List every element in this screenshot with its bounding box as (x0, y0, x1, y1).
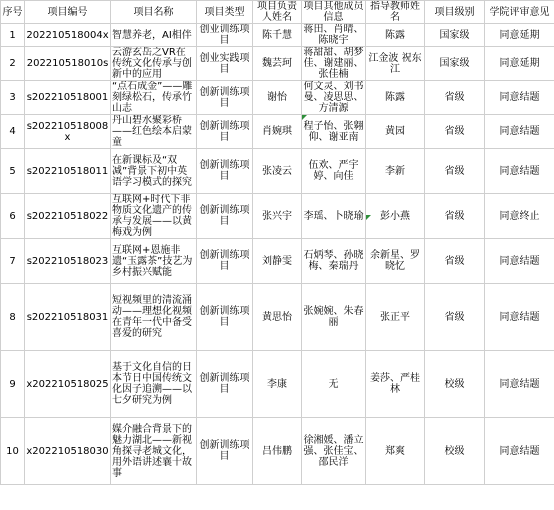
cell-leader[interactable]: 魏芸珂 (253, 47, 302, 81)
cell-advisor[interactable]: 姜莎、严桂林 (366, 351, 425, 418)
cell-members[interactable]: 石炳琴、孙晓梅、秦瑞丹 (302, 239, 366, 284)
header-cell-advisor[interactable]: 指导教师姓名 (366, 1, 425, 24)
cell-project-id[interactable]: x202210518030 (25, 418, 111, 485)
cell-index[interactable]: 7 (1, 239, 25, 284)
cell-members[interactable]: 蒋甜甜、胡梦佳、谢建丽、张佳楠 (303, 47, 364, 80)
cell-project-type[interactable]: 创新训练项目 (197, 418, 253, 485)
cell-project-name[interactable]: “点石成金”——雕刻绿松石，传承竹山志 (111, 81, 197, 115)
cell-level[interactable]: 省级 (425, 149, 485, 194)
cell-project-type[interactable]: 创业实践项目 (197, 47, 253, 81)
cell-leader[interactable]: 张兴宇 (253, 194, 302, 239)
cell-project-type[interactable]: 创新训练项目 (197, 284, 253, 351)
cell-advisor[interactable]: 江金波 祝东江 (366, 47, 425, 81)
cell-members[interactable]: 何文灵、刘书曼、凌思思、方清源 (303, 81, 364, 114)
cell-level[interactable]: 省级 (425, 239, 485, 284)
cell-project-id[interactable]: s202210518001 (25, 81, 111, 115)
cell-leader[interactable]: 李康 (253, 351, 302, 418)
cell-project-name[interactable]: 短视频里的清流涌动——理想化视频在青年一代中备受喜爱的研究 (111, 284, 197, 351)
cell-level[interactable]: 省级 (425, 284, 485, 351)
cell-review[interactable]: 同意结题 (485, 239, 554, 284)
header-cell-index[interactable]: 序号 (1, 1, 25, 24)
cell-project-type[interactable]: 创新训练项目 (197, 239, 253, 284)
cell-project-id[interactable]: s202210518022 (25, 194, 111, 239)
table-row (1, 47, 554, 81)
table-row (1, 194, 554, 239)
cell-level[interactable]: 国家级 (425, 47, 485, 81)
header-cell-project-name[interactable]: 项目名称 (111, 1, 197, 24)
cell-leader[interactable]: 肖婉琪 (253, 115, 302, 149)
header-cell-members[interactable]: 项目其他成员信息 (303, 1, 364, 23)
cell-advisor[interactable]: 彭小燕 (366, 194, 425, 239)
cell-leader[interactable]: 吕伟鹏 (253, 418, 302, 485)
cell-members[interactable]: 伍欢、严宇婷、向佳 (302, 149, 366, 194)
cell-level[interactable]: 校级 (425, 351, 485, 418)
cell-advisor[interactable]: 余新星、罗晓忆 (366, 239, 425, 284)
header-cell-leader[interactable]: 项目负责人姓名 (253, 1, 302, 24)
cell-leader[interactable]: 黄思怡 (253, 284, 302, 351)
cell-project-type[interactable]: 创新训练项目 (197, 115, 253, 149)
header-cell-review[interactable]: 学院评审意见 (485, 1, 554, 24)
cell-index[interactable]: 10 (1, 418, 25, 485)
cell-project-name[interactable]: 互联网+恩施非遗“玉露茶”技艺为乡村振兴赋能 (111, 239, 197, 284)
cell-members[interactable]: 蒋田、肖晴、陈晓宇 (303, 24, 364, 46)
cell-project-id[interactable]: s202210518011 (25, 149, 111, 194)
cell-index[interactable]: 6 (1, 194, 25, 239)
table-row (1, 81, 554, 115)
cell-level[interactable]: 省级 (425, 81, 485, 115)
cell-leader[interactable]: 张凌云 (253, 149, 302, 194)
cell-review[interactable]: 同意延期 (485, 24, 554, 47)
table-row (1, 284, 554, 351)
table-row (1, 24, 554, 47)
table-row (1, 351, 554, 418)
cell-leader[interactable]: 谢怡 (253, 81, 302, 115)
cell-index[interactable]: 3 (1, 81, 25, 115)
table-row (1, 239, 554, 284)
cell-members[interactable]: 徐湘媛、潘立强、张佳宝、邵民洋 (302, 418, 366, 485)
cell-advisor[interactable]: 陈露 (366, 24, 425, 47)
cell-project-name[interactable]: 云游玄岳之VR在传统文化传承与创新中的应用 (111, 47, 197, 81)
comment-indicator-icon[interactable] (366, 215, 371, 220)
cell-project-name[interactable]: 丹山碧水聚彩桥——红色绘本启蒙童 (111, 115, 197, 149)
cell-index[interactable]: 8 (1, 284, 25, 351)
table-row (1, 115, 554, 149)
cell-review[interactable]: 同意结题 (485, 284, 554, 351)
table-row (1, 149, 554, 194)
cell-level[interactable]: 国家级 (425, 24, 485, 47)
cell-leader[interactable]: 陈千慧 (253, 24, 302, 47)
cell-review[interactable]: 同意结题 (485, 149, 554, 194)
cell-project-id[interactable]: 202210518004x (25, 24, 111, 47)
cell-project-name[interactable]: 互联网+时代下非物质文化遗产的传承与发展——以黄梅戏为例 (111, 194, 197, 239)
cell-index[interactable]: 2 (1, 47, 25, 81)
cell-project-type[interactable]: 创新训练项目 (197, 81, 253, 115)
cell-project-type[interactable]: 创新训练项目 (197, 194, 253, 239)
cell-project-id[interactable]: s202210518023 (25, 239, 111, 284)
cell-advisor[interactable]: 陈露 (366, 81, 425, 115)
cell-index[interactable]: 1 (1, 24, 25, 47)
header-cell-project-type[interactable]: 项目类型 (197, 1, 253, 24)
cell-advisor[interactable]: 张正平 (366, 284, 425, 351)
cell-index[interactable]: 4 (1, 115, 25, 149)
cell-advisor[interactable]: 黄园 (366, 115, 425, 149)
cell-review[interactable]: 同意结题 (485, 351, 554, 418)
cell-members[interactable]: 李瑶、卜晓瑜 (302, 194, 366, 239)
cell-review[interactable]: 同意延期 (485, 47, 554, 81)
header-cell-project-id[interactable]: 项目编号 (25, 1, 111, 24)
cell-project-id[interactable]: s202210518008x (25, 115, 111, 149)
cell-project-type[interactable]: 创业训练项目 (197, 24, 253, 47)
cell-index[interactable]: 5 (1, 149, 25, 194)
cell-project-name[interactable]: 在新课标及“双减”背景下初中英语学习模式的探究 (111, 149, 197, 194)
header-cell-level[interactable]: 项目级别 (425, 1, 485, 24)
table-row (1, 418, 554, 485)
header-row (1, 1, 554, 24)
cell-project-id[interactable]: 202210518010s (25, 47, 111, 81)
cell-members[interactable]: 程子怡、张翱仰、谢亚南 (302, 115, 366, 149)
cell-review[interactable]: 同意结题 (485, 115, 554, 149)
cell-level[interactable]: 省级 (425, 115, 485, 149)
cell-review[interactable]: 同意终止 (485, 194, 554, 239)
cell-members[interactable]: 张婉婉、朱春丽 (302, 284, 366, 351)
cell-leader[interactable]: 刘静雯 (253, 239, 302, 284)
cell-project-id[interactable]: s202210518031 (25, 284, 111, 351)
cell-level[interactable]: 省级 (425, 194, 485, 239)
cell-level[interactable]: 校级 (425, 418, 485, 485)
cell-review[interactable]: 同意结题 (485, 81, 554, 115)
cell-project-name[interactable]: 智慧养老，AI相伴 (111, 24, 197, 47)
cell-project-name[interactable]: 基于文化自信的日本节日中国传统文化因子追溯——以七夕研究为例 (111, 351, 197, 418)
cell-index[interactable]: 9 (1, 351, 25, 418)
cell-review[interactable]: 同意结题 (485, 418, 554, 485)
cell-members[interactable]: 无 (302, 351, 366, 418)
cell-project-type[interactable]: 创新训练项目 (197, 351, 253, 418)
cell-project-id[interactable]: x202210518025 (25, 351, 111, 418)
cell-advisor[interactable]: 李新 (366, 149, 425, 194)
cell-project-type[interactable]: 创新训练项目 (197, 149, 253, 194)
cell-project-name[interactable]: 媒介融合背景下的魅力湖北——新视角探寻老城文化，用外语讲述襄十故事 (111, 418, 197, 485)
comment-indicator-icon[interactable] (302, 115, 307, 120)
cell-advisor[interactable]: 郑爽 (366, 418, 425, 485)
